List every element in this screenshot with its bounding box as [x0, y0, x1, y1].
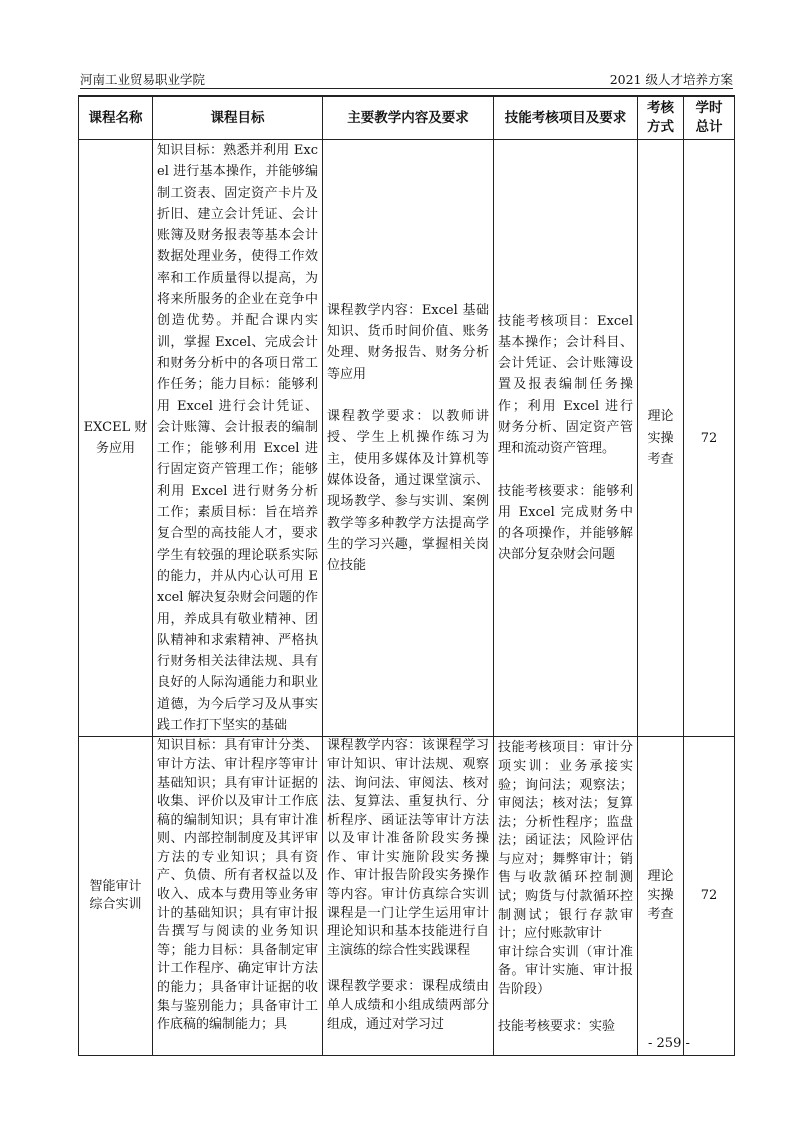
table-row [79, 737, 735, 1056]
teaching-content: 课程教学内容：该课程学习审计知识、审计法规、观察法、询问法、审阅法、核对法、复算法、重复执行、分析程序、函证法等审计方法以及审计准备阶段实务操作、审计实施阶段实务操作、审计报告阶段实务操作等内容。审计仿真综合实训课程是一门让学生运用审计理论知识和基本技能进行自主演练的综合性实践课程 [327, 738, 489, 958]
course-goal: 知识目标：熟悉并利用 Excel 进行基本操作，并能够编制工资表、固定资产卡片及折旧、建立会计凭证、会计账簿及财务报表等基本会计数据处理业务，使得工作效率和工作质量得以提高，为将来所服务的企业在竞争中创造优势。并配合课内实训，掌握 Excel、完成会计和财务分析中的各项日常工作任务；能力目标：能够利用 Excel 进行会计凭证、会计账簿、会计报表的编制工作；能够利用 Excel 进行固定资产管理工作；能够利用 Excel 进行财务分析工作；素质目标：旨在培养复合型的高技能人才，要求学生有较强的理论联系实际的能力，并从内心认可用 Excel 解决复杂财会问题的作用，养成具有敬业精神、团队精神和求索精神、严格执行财务相关法律法规、具有良好的人际沟通能力和职业道德，为今后学习及从事实践工作打下坚实的基础 [153, 140, 323, 737]
course-name: 智能审计综合实训 [79, 737, 153, 1056]
skill-requirement: 技能考核要求：实验 [498, 1018, 616, 1034]
school-name: 河南工业贸易职业学院 [80, 72, 206, 87]
skill-items: 技能考核项目：Excel 基本操作；会计科目、会计凭证、会计账簿设置及报表编制任务操作；利用 Excel 进行财务分析、固定资产管理和流动资产管理。 [498, 313, 633, 457]
assessment-method: 理论实操考查 [638, 140, 684, 737]
skill-items-comprehensive: 审计综合实训（审计准备。审计实施、审计报告阶段） [498, 944, 633, 998]
table-row [79, 140, 735, 737]
total-hours: 72 [684, 737, 735, 1056]
teaching-requirement: 课程教学要求：课程成绩由单人成绩和小组成绩两部分组成，通过对学习过 [327, 979, 489, 1032]
column-header: 主要教学内容及要求 [323, 96, 494, 140]
table-header-row [79, 96, 735, 140]
page-header [80, 70, 733, 89]
course-content [323, 737, 494, 1056]
skill-assessment [494, 140, 638, 737]
column-header: 学时总计 [684, 96, 735, 140]
column-header: 技能考核项目及要求 [494, 96, 638, 140]
skill-requirement: 技能考核要求：能够利用 Excel 完成财务中的各项操作，并能够解决部分复杂财会问题 [498, 483, 633, 563]
column-header: 课程目标 [153, 96, 323, 140]
column-header: 考核方式 [638, 96, 684, 140]
page-number: - 259 - [648, 1036, 690, 1051]
document-title: 2021 级人才培养方案 [609, 72, 733, 87]
course-name: EXCEL 财务应用 [79, 140, 153, 737]
total-hours: 72 [684, 140, 735, 737]
column-header: 课程名称 [79, 96, 153, 140]
course-goal: 知识目标：具有审计分类、审计方法、审计程序等审计基础知识；具有审计证据的收集、评价以及审计工作底稿的编制知识；具有审计准则、内部控制制度及其评审方法的专业知识；具有资产、负债、所有者权益以及收入、成本与费用等业务审计的基础知识；具有审计报告撰写与阅读的业务知识等；能力目标：具备制定审计工作程序、确定审计方法的能力；具备审计证据的收集与鉴别能力；具备审计工作底稿的编制能力；具 [153, 737, 323, 1056]
teaching-content: 课程教学内容：Excel 基础知识、货币时间价值、账务处理、财务报告、财务分析等应用 [327, 302, 489, 382]
teaching-requirement: 课程教学要求：以教师讲授、学生上机操作练习为主，使用多媒体及计算机等媒体设备，通过课堂演示、现场教学、参与实训、案例教学等多种教学方法提高学生的学习兴趣，掌握相关岗位技能 [327, 409, 489, 574]
course-content [323, 140, 494, 737]
skill-items: 技能考核项目：审计分项实训：业务承接实验；询问法；观察法；审阅法；核对法；复算法；分析性程序；监盘法；函证法；风险评估与应对；舞弊审计；销售与收款循环控制测试；购货与付款循环控制测试；银行存款审计；应付账款审计 [498, 740, 633, 942]
skill-assessment [494, 737, 638, 1056]
course-table [78, 95, 735, 1056]
assessment-method: 理论实操考查 [638, 737, 684, 1056]
